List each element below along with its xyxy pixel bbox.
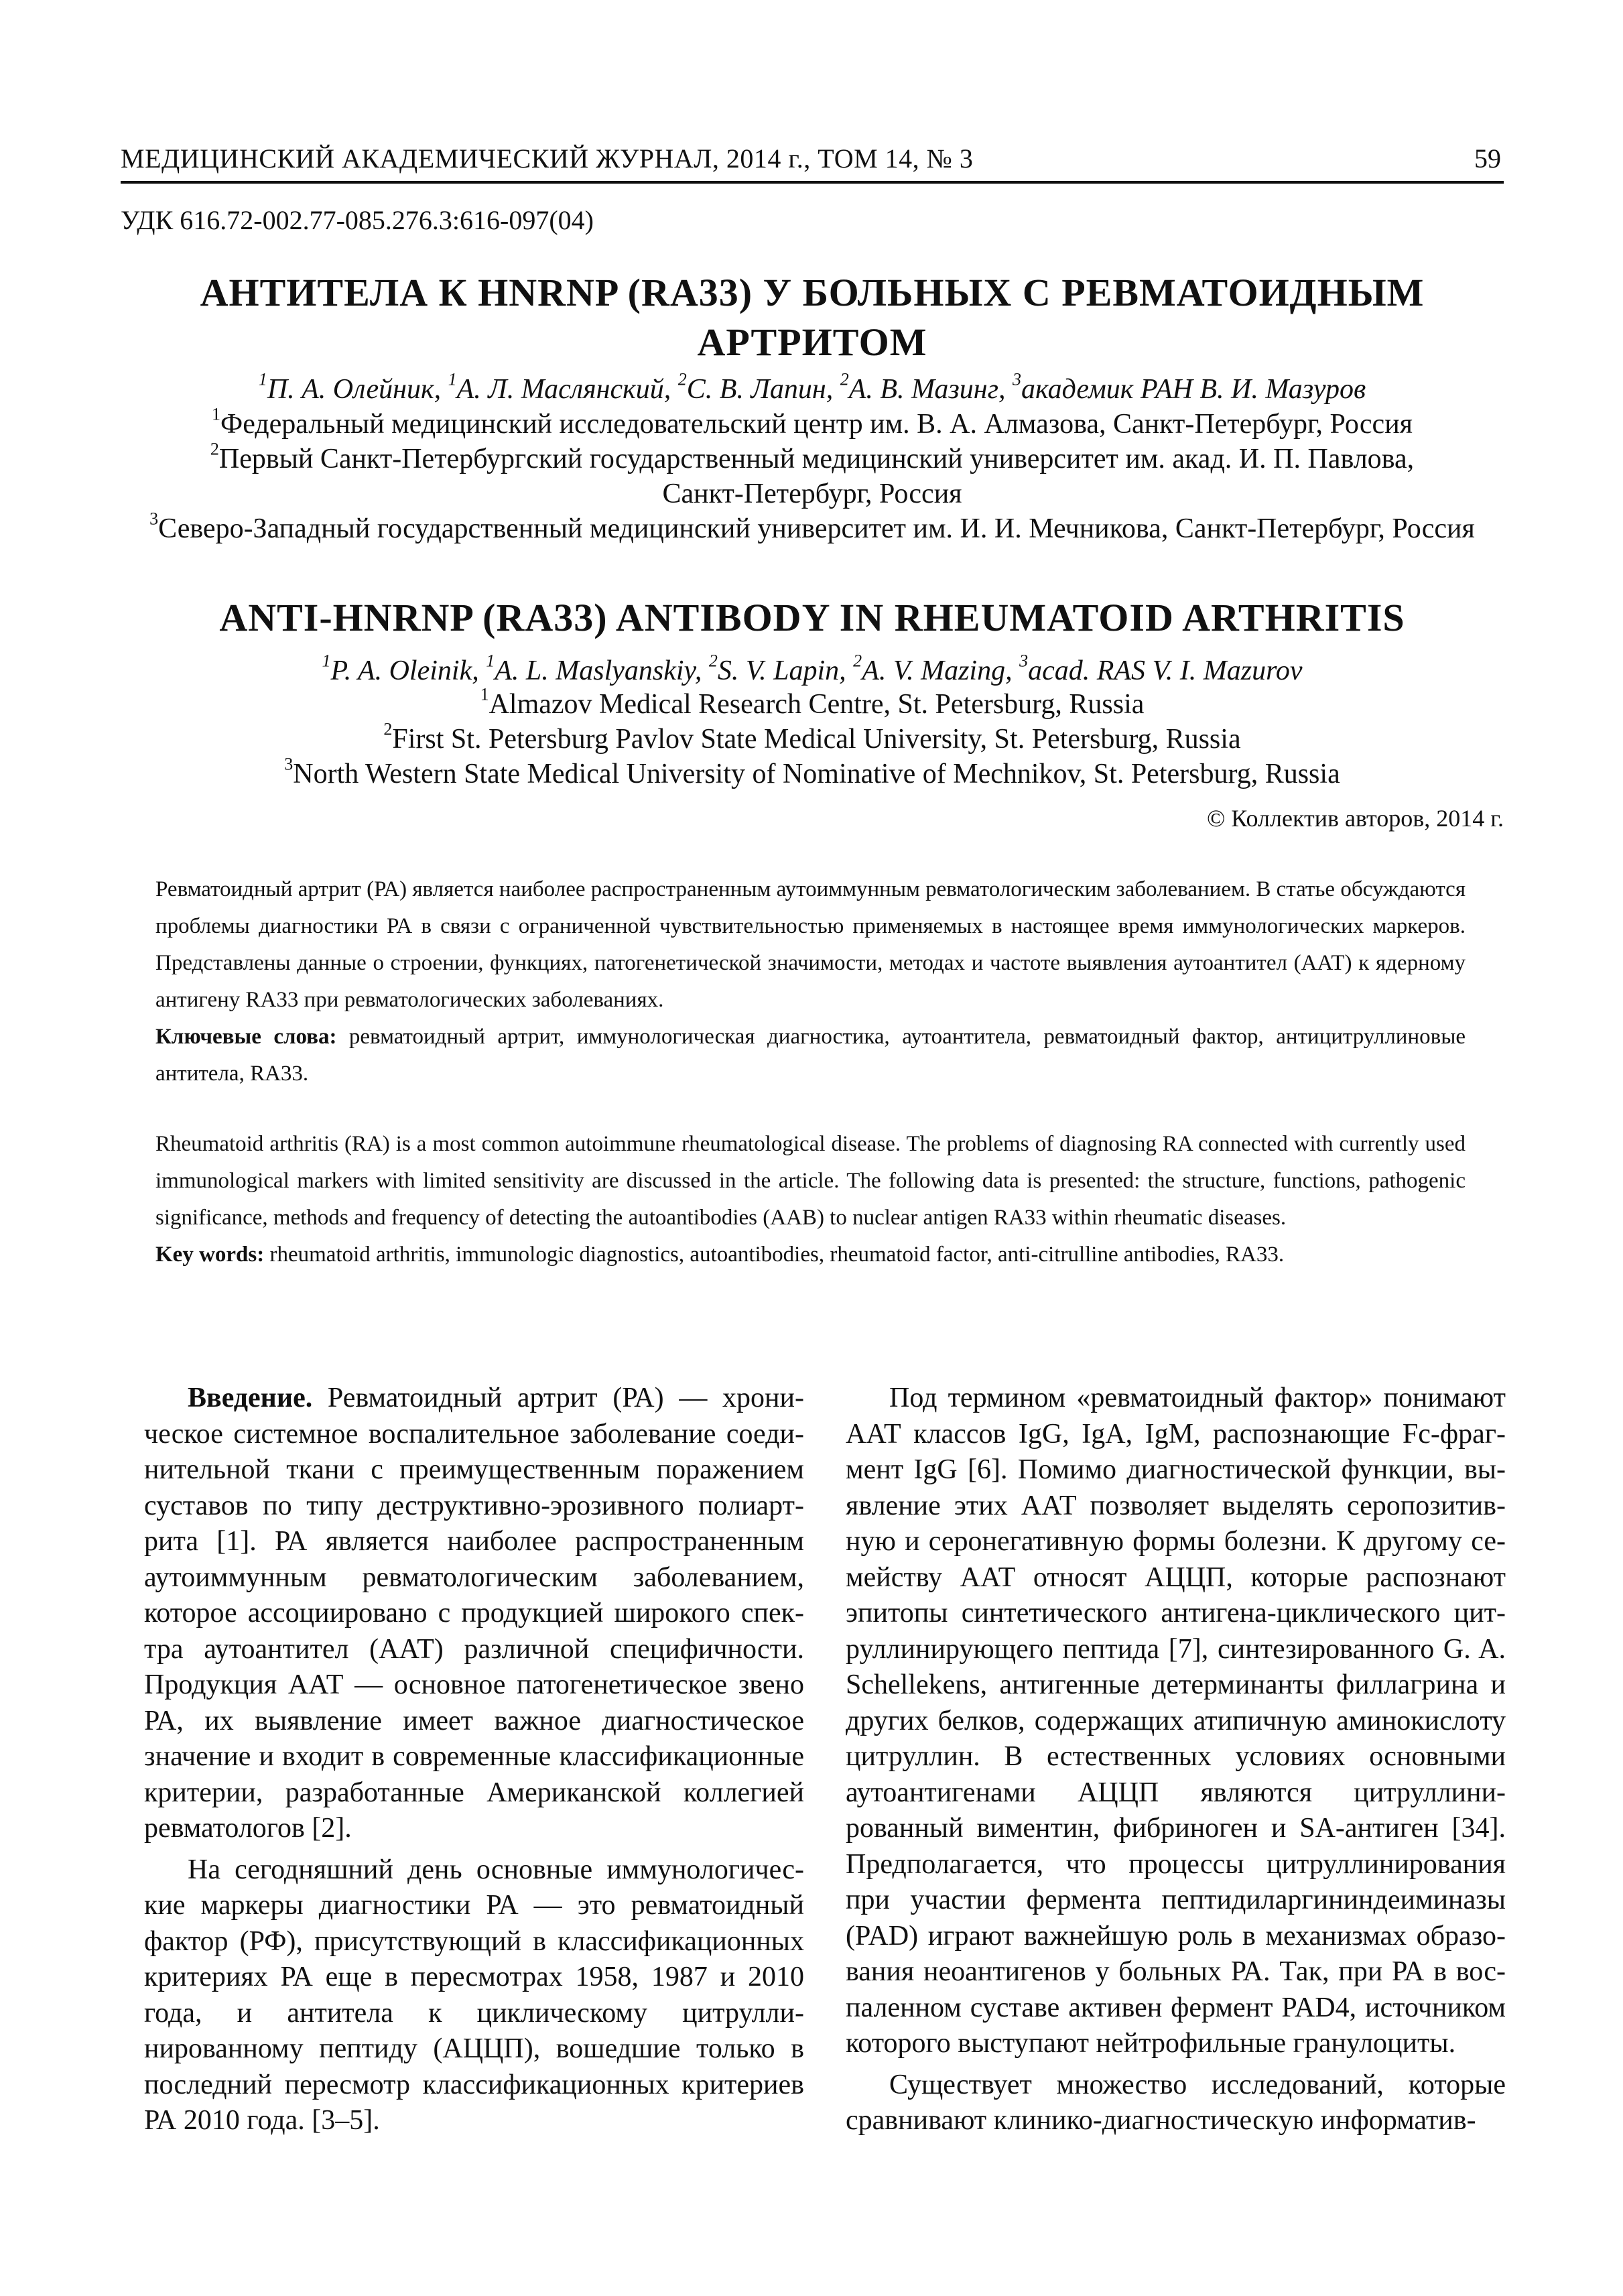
body-paragraph: Существует множество исследований, которые сравнивают клинико-диагностическую информатив-	[846, 2069, 1506, 2136]
ru-title-line-2: АРТРИТОМ	[697, 320, 927, 364]
abstract-ru-text: Ревматоидный артрит (РА) является наиболее распространенным аутоиммунным ревматологическим заболеванием. В статье обсуждаются проблемы диагностики РА в связи с ограниченной чувствительностью применяемых в настоящее время иммунологических маркеров. Представлены данные о строении, функциях, патогенетической значимости, методах и частоте выявления аутоантител (ААТ) к ядерному антигену RA33 при ревматологических заболеваниях.	[155, 877, 1466, 1012]
page-number: 59	[1474, 143, 1501, 174]
affiliation-text: Федеральный медицинский исследовательский центр им. В. А. Алмазова, Санкт-Петербург, Россия	[220, 409, 1413, 440]
affiliation-text: Первый Санкт-Петербургский государственный медицинский университет им. акад. И. П. Павлова,	[218, 444, 1415, 474]
ru-affiliation-3	[121, 511, 1504, 546]
journal-title: МЕДИЦИНСКИЙ АКАДЕМИЧЕСКИЙ ЖУРНАЛ, 2014 г., ТОМ 14, № 3	[121, 143, 974, 174]
body-paragraph: На сегодняшний день основные иммунологические маркеры диагностики РА — это ревматоидный фактор (РФ), присутствующий в классификационных критериях РА еще в пересмотрах 1958, 1987 и 2010 года, и антитела к циклическому цитруллинированному пептиду (АЦЦП), вошедшие только в последний пересмотр классификационных критериев РА 2010 года. [3–5].	[144, 1854, 804, 2136]
body-paragraph: Под термином «ревматоидный фактор» понимают ААТ классов IgG, IgA, IgM, распознающие Fc-фрагмент IgG [6]. Помимо диагностической функции, выявление этих ААТ позволяет выделять серопозитивную и серонегативную формы болезни. К другому семейству ААТ относят АЦЦП, которые распознают эпитопы синтетического антигена-циклического цитруллинирующего пептида [7], синтезированного G. A. Schellekens, антигенные детерминанты филлагрина и других белков, содержащих атипичную аминокислоту цитруллин. В естественных условиях основными аутоантигенами АЦЦП являются цитруллинированный виментин, фибриноген и SA-антиген [34]. Предполагается, что процессы цитруллинирования при участии фермента пептидиларгининдеиминазы (PAD) играют важнейшую роль в механизмах образования неоантигенов у больных РА. Так, при РА в воспаленном суставе активен фермент PAD4, источником которого выступают нейтрофильные гранулоциты.	[846, 1383, 1506, 2059]
affiliation-text: Северо-Западный государственный медицинский университет им. И. И. Мечникова, Санкт-Петербург, Россия	[158, 513, 1475, 544]
paragraph-text: Ревматоидный артрит (РА) — хроническое системное воспалительное заболевание соединительной ткани с преимущественным поражением суставов по типу деструктивно-эрозивного полиартрита [1]. РА является наиболее распространенным аутоиммунным ревматологическим заболеванием, которое ассоциировано с продукцией широкого спектра аутоантител (ААТ) различной специфичности. Продукция ААТ — основное патогенетическое звено РА, их выявление имеет важное диагностическое значение и входит в современные классификационные критерии, разработанные Американской коллегией ревматологов [2].	[144, 1383, 804, 1844]
section-heading-introduction: Введение.	[188, 1383, 313, 1413]
body-paragraph	[144, 1381, 804, 1847]
ru-affiliation-2	[121, 439, 1504, 476]
en-authors	[121, 653, 1504, 688]
affiliation-text: Almazov Medical Research Centre, St. Petersburg, Russia	[489, 689, 1145, 720]
author-name: P. A. Oleinik,	[330, 655, 486, 686]
author-name: П. А. Олейник,	[267, 374, 448, 405]
ru-affiliations	[121, 404, 1504, 546]
author-marker: 3	[1019, 651, 1029, 671]
body-column-left	[144, 1381, 804, 2145]
author-name: С. В. Лапин,	[686, 374, 840, 405]
keywords-ru-list: ревматоидный артрит, иммунологическая диагностика, аутоантитела, ревматоидный фактор, антицитруллиновые антитела, RA33.	[155, 1025, 1466, 1086]
keywords-en-list: rheumatoid arthritis, immunologic diagnostics, autoantibodies, rheumatoid factor, anti-citrulline antibodies, RA33.	[264, 1242, 1285, 1267]
ru-title	[121, 268, 1504, 367]
author-marker: 1	[486, 651, 495, 671]
affiliation-marker: 1	[480, 684, 489, 704]
author-marker: 2	[677, 369, 687, 389]
author-name: А. Л. Маслянский,	[456, 374, 678, 405]
ru-affiliation-2-cont	[121, 476, 1504, 511]
author-marker: 3	[1013, 369, 1022, 389]
affiliation-marker: 1	[212, 404, 221, 424]
author-name: S. V. Lapin,	[717, 655, 854, 686]
affiliation-marker: 3	[284, 754, 294, 774]
affiliation-text: Санкт-Петербург, Россия	[662, 479, 962, 509]
abstract-ru	[155, 871, 1466, 1092]
en-title: ANTI-HNRNP (RA33) ANTIBODY IN RHEUMATOID ARTHRITIS	[219, 596, 1405, 639]
ru-affiliation-1	[121, 404, 1504, 442]
author-marker: 2	[840, 369, 849, 389]
keywords-ru-label: Ключевые слова:	[155, 1025, 337, 1049]
ru-authors	[121, 369, 1504, 407]
en-affiliations	[121, 684, 1504, 791]
keywords-ru	[155, 1019, 1466, 1092]
en-affiliation-3	[121, 754, 1504, 791]
abstract-en	[155, 1126, 1466, 1273]
author-marker: 1	[448, 369, 457, 389]
udk-code: УДК 616.72-002.77-085.276.3:616-097(04)	[121, 205, 594, 235]
affiliation-marker: 2	[383, 719, 393, 739]
author-marker: 1	[258, 369, 267, 389]
affiliation-marker: 3	[149, 509, 159, 529]
en-affiliation-1	[121, 684, 1504, 722]
body-column-right	[846, 1381, 1506, 2145]
author-name: A. V. Mazing,	[862, 655, 1020, 686]
author-marker: 1	[322, 651, 331, 671]
copyright-notice: © Коллектив авторов, 2014 г.	[1206, 805, 1504, 832]
en-affiliation-2	[121, 719, 1504, 757]
author-name: А. В. Мазинг,	[848, 374, 1013, 405]
affiliation-marker: 2	[210, 439, 219, 459]
affiliation-text: First St. Petersburg Pavlov State Medical University, St. Petersburg, Russia	[392, 724, 1241, 755]
author-name: академик РАН В. И. Мазуров	[1021, 374, 1366, 405]
abstract-en-text: Rheumatoid arthritis (RA) is a most common autoimmune rheumatological disease. The problems of diagnosing RA connected with currently used immunological markers with limited sensitivity are discussed in the article. The following data is presented: the structure, functions, pathogenic significance, methods and frequency of detecting the autoantibodies (AAB) to nuclear antigen RA33 within rheumatic diseases.	[155, 1132, 1466, 1230]
author-name: acad. RAS V. I. Mazurov	[1028, 655, 1303, 686]
ru-title-line-1: АНТИТЕЛА К HNRNP (RA33) У БОЛЬНЫХ С РЕВМАТОИДНЫМ	[200, 271, 1425, 314]
keywords-en	[155, 1236, 1466, 1273]
author-name: A. L. Maslyanskiy,	[495, 655, 709, 686]
author-marker: 2	[708, 651, 718, 671]
author-marker: 2	[853, 651, 862, 671]
running-head	[121, 142, 1504, 184]
keywords-en-label: Key words:	[155, 1242, 265, 1267]
affiliation-text: North Western State Medical University of Nominative of Mechnikov, St. Petersburg, Russia	[293, 759, 1340, 789]
